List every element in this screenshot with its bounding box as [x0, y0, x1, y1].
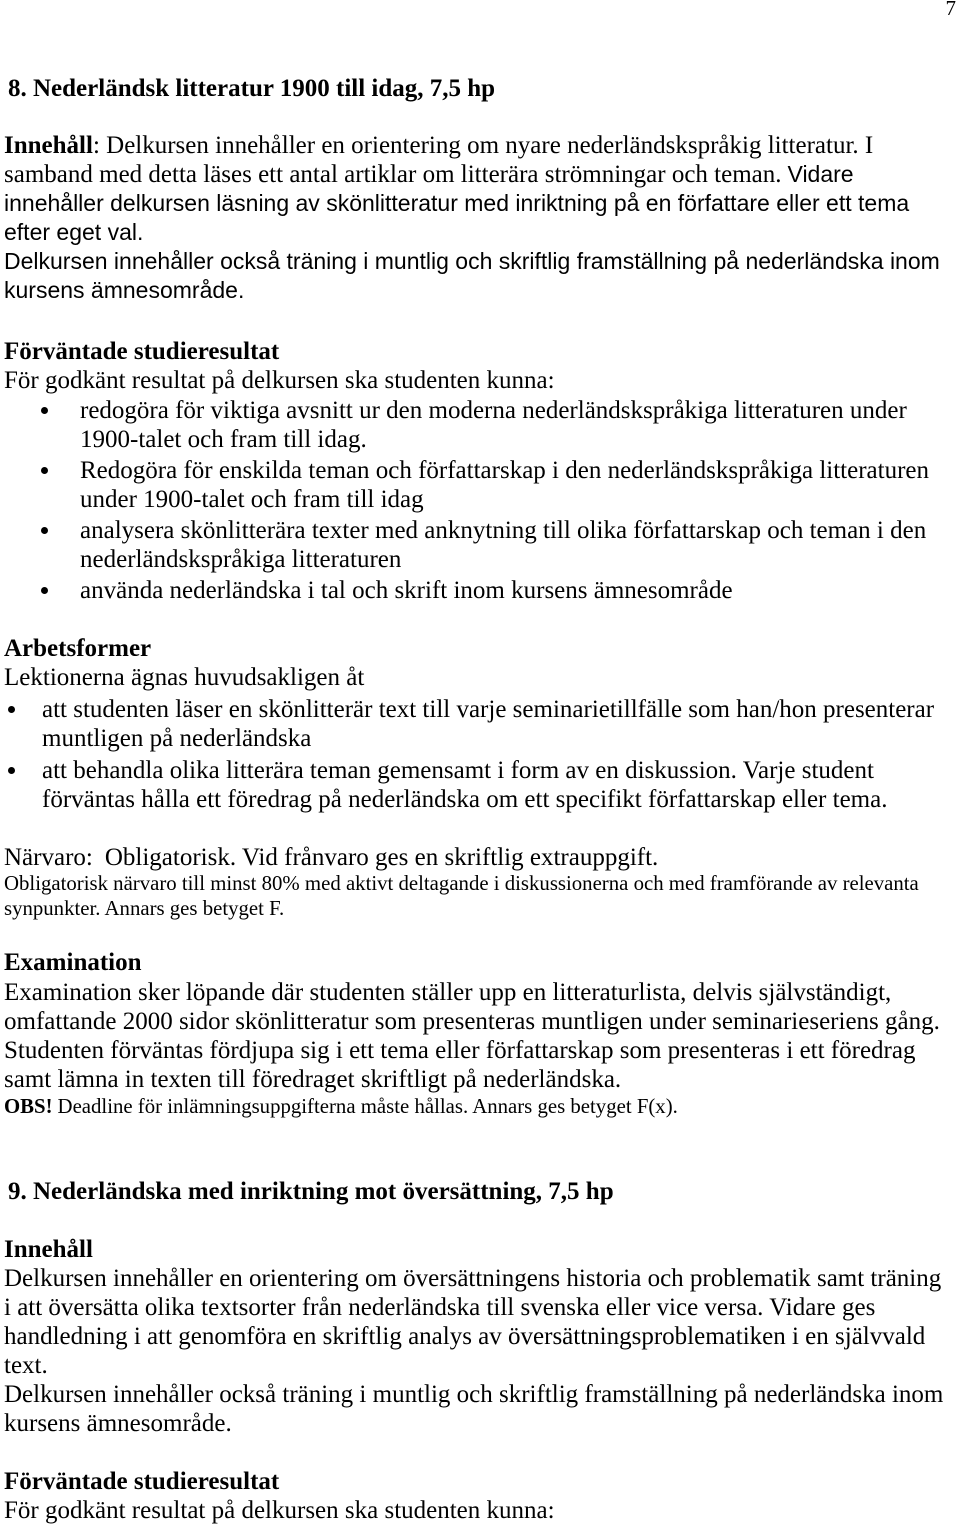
list-item	[4, 516, 929, 574]
list-item-line: nederländskspråkiga litteraturen	[80, 546, 402, 573]
course-8-heading: 8. Nederländsk litteratur 1900 till idag, 7,5 hp	[8, 75, 496, 102]
list-item	[4, 456, 929, 514]
methods-heading: Arbetsformer	[4, 635, 152, 662]
content-text: samband med detta läses ett antal artiklar om litterära strömningar och teman.	[4, 161, 782, 188]
list-item-line: analysera skönlitterära texter med anknytning till olika författarskap och teman i den	[80, 517, 927, 544]
examination-line: Examination sker löpande där studenten ställer upp en litteraturlista, delvis självständigt,	[4, 979, 892, 1006]
course-8-attendance	[4, 843, 658, 872]
page-number: 7	[945, 0, 956, 20]
list-item	[4, 576, 929, 605]
bullet-icon	[8, 706, 15, 713]
list-item-line: att behandla olika litterära teman gemensamt i form av en diskussion. Varje student	[42, 757, 874, 784]
bullet-icon	[41, 587, 48, 594]
course-8-methods	[4, 634, 364, 692]
content-line	[4, 131, 940, 160]
course-9-outcomes	[4, 1467, 555, 1525]
list-item	[4, 396, 929, 454]
bullet-icon	[41, 407, 48, 414]
content-line: Delkursen innehåller också träning i muntlig och skriftlig framställning på nederländska inom	[4, 1381, 944, 1408]
outcomes-intro: För godkänt resultat på delkursen ska studenten kunna:	[4, 367, 555, 394]
content-text: : Delkursen innehåller en orientering om nyare nederländskspråkig litteratur. I	[92, 132, 874, 159]
obs-label: OBS!	[4, 1095, 53, 1118]
list-item-line: 1900-talet och fram till idag.	[80, 426, 367, 453]
content-line: text.	[4, 1352, 48, 1379]
examination-line: samt lämna in texten till föredraget skriftligt på nederländska.	[4, 1066, 622, 1093]
course-9-heading: 9. Nederländska med inriktning mot översättning, 7,5 hp	[8, 1178, 614, 1205]
obs-text: Deadline för inlämningsuppgifterna måste hållas. Annars ges betyget F(x).	[57, 1095, 678, 1118]
list-item-line: Redogöra för enskilda teman och författarskap i den nederländskspråkiga litteraturen	[80, 457, 929, 484]
course-8-examination	[4, 948, 940, 1094]
list-item	[4, 695, 934, 753]
examination-line: Studenten förväntas fördjupa sig i ett tema eller författarskap som presenteras i ett föredrag	[4, 1037, 916, 1064]
content-line: i att översätta olika textsorter från nederländska till svenska eller vice versa. Vidare ges	[4, 1294, 876, 1321]
list-item-line: använda nederländska i tal och skrift inom kursens ämnesområde	[80, 577, 733, 604]
methods-list	[4, 695, 934, 817]
outcomes-heading: Förväntade studieresultat	[4, 1468, 280, 1495]
attendance-note-line: synpunkter. Annars ges betyget F.	[4, 897, 285, 920]
attendance-note	[4, 871, 919, 921]
content-line: efter eget val.	[4, 219, 144, 245]
methods-intro: Lektionerna ägnas huvudsakligen åt	[4, 664, 365, 691]
bullet-icon	[41, 467, 48, 474]
content-line: Delkursen innehåller en orientering om översättningens historia och problematik samt träning	[4, 1265, 942, 1292]
list-item-line: muntligen på nederländska	[42, 725, 312, 752]
examination-line: omfattande 2000 sidor skönlitteratur som presenteras muntligen under seminarieseriens gång.	[4, 1008, 940, 1035]
list-item	[4, 756, 934, 814]
course-9-content	[4, 1235, 943, 1438]
content-line: handledning i att genomföra en skriftlig analys av översättningsproblematiken i en självvald	[4, 1323, 926, 1350]
content-label: Innehåll	[4, 132, 93, 159]
content-line: innehåller delkursen läsning av skönlitteratur med inriktning på en författare eller ett tema	[4, 190, 910, 216]
content-line: kursens ämnesområde.	[4, 1410, 232, 1437]
content-line: kursens ämnesområde.	[4, 277, 245, 303]
bullet-icon	[41, 527, 48, 534]
obs-line	[4, 1094, 678, 1119]
list-item-line: redogöra för viktiga avsnitt ur den moderna nederländskspråkiga litteraturen under	[80, 397, 907, 424]
course-8-outcomes	[4, 337, 555, 395]
outcomes-heading: Förväntade studieresultat	[4, 338, 280, 365]
list-item-line: förväntas hålla ett föredrag på nederländska om ett specifikt författarskap eller tema.	[42, 786, 888, 813]
list-item-line: att studenten läser en skönlitterär text till varje seminarietillfälle som han/hon presenterar	[42, 696, 935, 723]
course-8-content	[4, 131, 940, 305]
list-item-line: under 1900-talet och fram till idag	[80, 486, 424, 513]
outcomes-list	[4, 396, 929, 607]
outcomes-intro: För godkänt resultat på delkursen ska studenten kunna:	[4, 1497, 555, 1524]
attendance-text: Obligatorisk. Vid frånvaro ges en skriftlig extrauppgift.	[104, 844, 659, 871]
attendance-note-line: Obligatorisk närvaro till minst 80% med aktivt deltagande i diskussionerna och med framförande av relevanta	[4, 872, 919, 895]
examination-heading: Examination	[4, 949, 142, 976]
bullet-icon	[8, 767, 15, 774]
attendance-label: Närvaro:	[4, 844, 93, 871]
examination-obs	[4, 1094, 678, 1119]
content-heading: Innehåll	[4, 1236, 93, 1263]
attendance-line	[4, 843, 658, 872]
content-line	[4, 160, 940, 189]
content-line: Delkursen innehåller också träning i muntlig och skriftlig framställning på nederländska inom	[4, 248, 940, 274]
content-text-sans: Vidare	[787, 161, 854, 187]
